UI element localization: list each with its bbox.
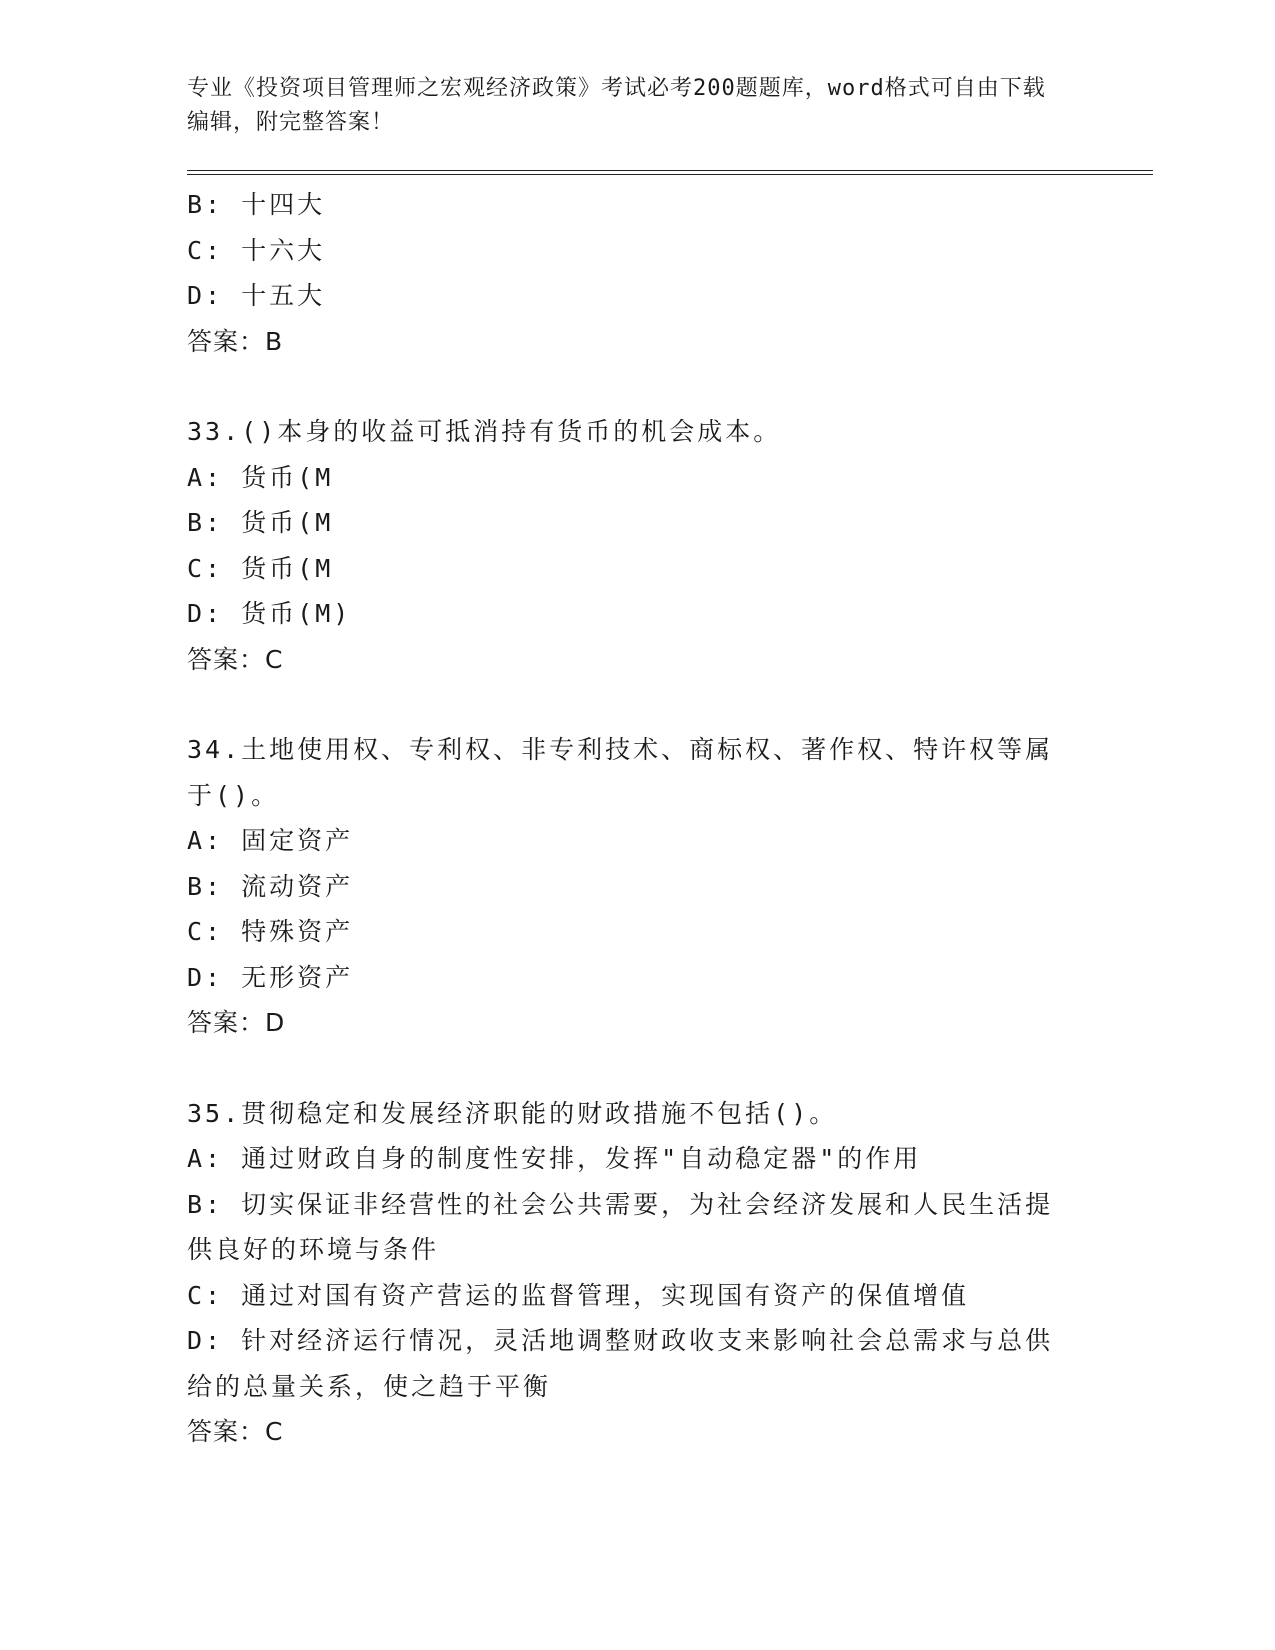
- question-text: 33.()本身的收益可抵消持有货币的机会成本。: [187, 417, 782, 446]
- answer: 答案：B: [187, 326, 284, 356]
- answer: 答案：C: [187, 1417, 284, 1446]
- option-d: D: 针对经济运行情况，灵活地调整财政收支来影响社会总需求与总供给的总量关系，使之趋于平衡: [187, 1326, 1054, 1401]
- option-c: C: 通过对国有资产营运的监督管理，实现国有资产的保值增值: [187, 1280, 970, 1310]
- answer: 答案：D: [187, 1008, 286, 1037]
- question-text: 35.贯彻稳定和发展经济职能的财政措施不包括()。: [187, 1098, 838, 1128]
- option-c: C: 十六大: [187, 235, 326, 265]
- option-d: D: 无形资产: [187, 962, 354, 992]
- document-page: [187, 72, 1147, 1455]
- answer: 答案：C: [187, 644, 284, 674]
- option-a: A: 货币(M: [187, 462, 334, 492]
- option-c: C: 特殊资产: [187, 917, 354, 946]
- spacer: [187, 1046, 1147, 1091]
- question-block-previous: [187, 182, 1147, 364]
- option-b: B: 流动资产: [187, 871, 354, 901]
- question-block-33: [187, 409, 1147, 682]
- option-a: A: 通过财政自身的制度性安排，发挥"自动稳定器"的作用: [187, 1144, 922, 1173]
- option-b: B: 十四大: [187, 190, 326, 219]
- option-d: D: 十五大: [187, 281, 326, 310]
- document-header: 专业《投资项目管理师之宏观经济政策》考试必考200题题库，word格式可自由下载编辑，附完整答案！: [187, 76, 1046, 135]
- option-c: C: 货币(M: [187, 553, 334, 583]
- question-block-35: [187, 1091, 1147, 1455]
- option-d: D: 货币(M): [187, 599, 352, 628]
- question-text: 34.土地使用权、专利权、非专利技术、商标权、著作权、特许权等属于()。: [187, 735, 1054, 810]
- spacer: [187, 364, 1147, 409]
- option-b: B: 货币(M: [187, 508, 334, 537]
- question-block-34: [187, 727, 1147, 1046]
- spacer: [187, 682, 1147, 727]
- option-b: B: 切实保证非经营性的社会公共需要，为社会经济发展和人民生活提供良好的环境与条件: [187, 1189, 1054, 1264]
- header-divider: [187, 170, 1153, 175]
- option-a: A: 固定资产: [187, 826, 354, 855]
